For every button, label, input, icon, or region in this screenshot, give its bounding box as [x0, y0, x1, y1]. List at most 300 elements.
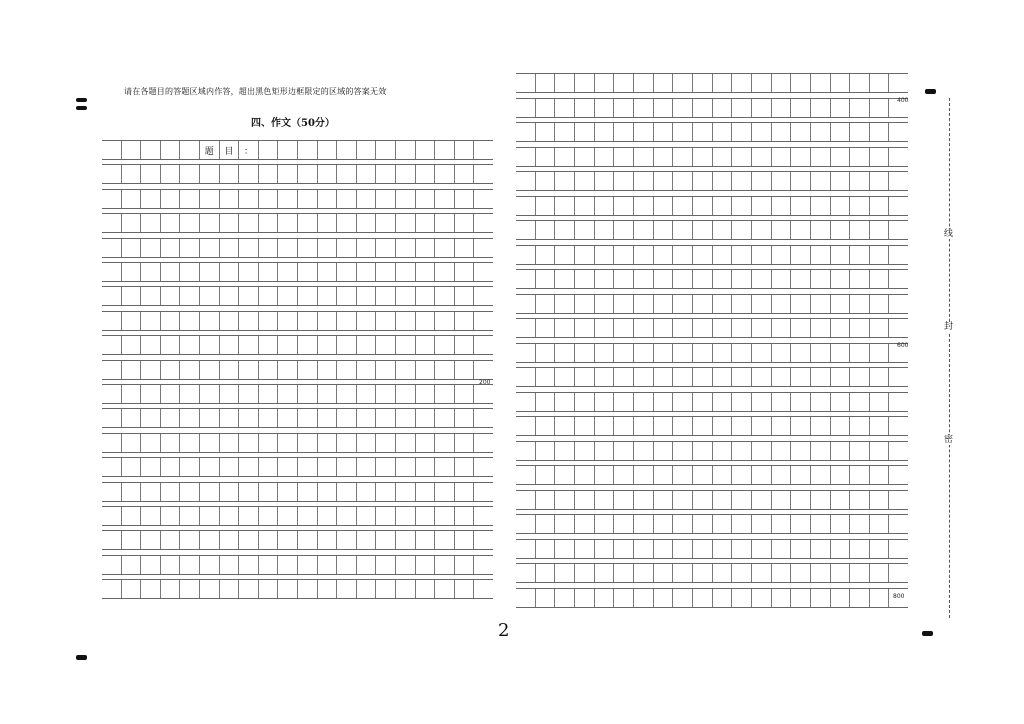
grid-cell[interactable] — [455, 409, 475, 427]
grid-cell[interactable] — [673, 295, 693, 313]
grid-cell[interactable] — [614, 319, 634, 337]
grid-cell[interactable] — [200, 287, 220, 305]
grid-cell[interactable] — [614, 589, 634, 607]
grid-cell[interactable] — [693, 246, 713, 264]
grid-cell[interactable] — [161, 336, 181, 354]
grid-cell[interactable] — [318, 434, 338, 452]
grid-cell[interactable] — [416, 141, 436, 159]
grid-cell[interactable] — [595, 172, 615, 190]
grid-cell[interactable] — [239, 263, 259, 281]
grid-cell[interactable] — [811, 295, 831, 313]
grid-cell[interactable] — [180, 556, 200, 574]
grid-cell[interactable] — [259, 214, 279, 232]
grid-cell[interactable] — [536, 466, 556, 484]
grid-cell[interactable] — [141, 214, 161, 232]
grid-cell[interactable] — [791, 295, 811, 313]
grid-cell[interactable] — [732, 393, 752, 411]
grid-cell[interactable] — [516, 515, 536, 533]
grid-cell[interactable] — [889, 540, 908, 558]
grid-cell[interactable] — [102, 312, 122, 330]
grid-cell[interactable] — [811, 564, 831, 582]
grid-cell[interactable] — [337, 458, 357, 476]
grid-cell[interactable] — [200, 312, 220, 330]
grid-cell[interactable] — [180, 336, 200, 354]
grid-cell[interactable] — [870, 74, 890, 92]
grid-cell[interactable] — [102, 239, 122, 257]
grid-cell[interactable] — [474, 141, 493, 159]
grid-cell[interactable] — [220, 483, 240, 501]
grid-cell[interactable] — [713, 466, 733, 484]
grid-cell[interactable] — [239, 385, 259, 403]
grid-cell[interactable] — [634, 368, 654, 386]
grid-cell[interactable] — [614, 172, 634, 190]
grid-cell[interactable] — [654, 197, 674, 215]
grid-cell[interactable] — [536, 99, 556, 117]
grid-cell[interactable] — [772, 270, 792, 288]
grid-cell[interactable] — [555, 491, 575, 509]
grid-cell[interactable] — [752, 197, 772, 215]
grid-cell[interactable] — [122, 507, 142, 525]
grid-cell[interactable] — [141, 458, 161, 476]
grid-cell[interactable] — [614, 515, 634, 533]
grid-cell[interactable] — [831, 515, 851, 533]
grid-cell[interactable] — [161, 165, 181, 183]
grid-cell[interactable] — [122, 434, 142, 452]
grid-cell[interactable] — [298, 434, 318, 452]
grid-cell[interactable] — [435, 214, 455, 232]
grid-cell[interactable] — [595, 319, 615, 337]
grid-cell[interactable] — [455, 361, 475, 379]
grid-cell[interactable] — [474, 336, 493, 354]
grid-cell[interactable] — [435, 287, 455, 305]
grid-cell[interactable] — [161, 312, 181, 330]
grid-cell[interactable] — [575, 221, 595, 239]
grid-cell[interactable] — [180, 312, 200, 330]
grid-cell[interactable] — [141, 483, 161, 501]
grid-cell[interactable] — [791, 417, 811, 435]
grid-cell[interactable] — [752, 540, 772, 558]
grid-cell[interactable] — [614, 344, 634, 362]
grid-cell[interactable] — [555, 221, 575, 239]
grid-cell[interactable] — [693, 491, 713, 509]
grid-cell[interactable] — [416, 312, 436, 330]
grid-cell[interactable] — [595, 540, 615, 558]
grid-cell[interactable] — [102, 361, 122, 379]
grid-cell[interactable] — [318, 361, 338, 379]
grid-cell[interactable] — [376, 556, 396, 574]
grid-cell[interactable] — [337, 190, 357, 208]
grid-cell[interactable] — [732, 246, 752, 264]
grid-cell[interactable] — [259, 336, 279, 354]
grid-cell[interactable] — [575, 197, 595, 215]
grid-cell[interactable] — [337, 239, 357, 257]
grid-cell[interactable] — [516, 491, 536, 509]
grid-cell[interactable] — [693, 589, 713, 607]
grid-cell[interactable] — [416, 336, 436, 354]
grid-cell[interactable] — [595, 466, 615, 484]
grid-cell[interactable] — [396, 214, 416, 232]
grid-cell[interactable] — [122, 531, 142, 549]
grid-cell[interactable] — [732, 368, 752, 386]
grid-cell[interactable] — [102, 556, 122, 574]
grid-cell[interactable] — [200, 336, 220, 354]
grid-cell[interactable] — [318, 409, 338, 427]
grid-cell[interactable] — [200, 214, 220, 232]
grid-cell[interactable] — [713, 74, 733, 92]
grid-cell[interactable] — [831, 295, 851, 313]
grid-cell[interactable] — [693, 74, 713, 92]
grid-cell[interactable] — [575, 295, 595, 313]
grid-cell[interactable] — [595, 417, 615, 435]
grid-cell[interactable] — [811, 148, 831, 166]
grid-cell[interactable] — [791, 491, 811, 509]
grid-cell[interactable] — [575, 148, 595, 166]
grid-cell[interactable] — [811, 589, 831, 607]
grid-cell[interactable] — [102, 287, 122, 305]
grid-cell[interactable] — [850, 442, 870, 460]
grid-cell[interactable] — [772, 295, 792, 313]
grid-cell[interactable] — [889, 564, 908, 582]
grid-cell[interactable] — [772, 74, 792, 92]
grid-cell[interactable] — [614, 540, 634, 558]
grid-cell[interactable] — [791, 442, 811, 460]
grid-cell[interactable] — [122, 385, 142, 403]
grid-cell[interactable] — [811, 344, 831, 362]
grid-cell[interactable] — [396, 507, 416, 525]
grid-cell[interactable] — [474, 312, 493, 330]
grid-cell[interactable] — [732, 148, 752, 166]
grid-cell[interactable] — [654, 442, 674, 460]
grid-cell[interactable] — [376, 165, 396, 183]
grid-cell[interactable] — [141, 556, 161, 574]
grid-cell[interactable] — [396, 580, 416, 598]
grid-cell[interactable] — [889, 246, 908, 264]
grid-cell[interactable] — [416, 483, 436, 501]
grid-cell[interactable] — [732, 491, 752, 509]
grid-cell[interactable] — [180, 190, 200, 208]
grid-cell[interactable] — [811, 442, 831, 460]
grid-cell[interactable] — [831, 564, 851, 582]
grid-cell[interactable] — [318, 336, 338, 354]
grid-cell[interactable] — [416, 190, 436, 208]
grid-cell[interactable] — [259, 287, 279, 305]
grid-cell[interactable] — [220, 361, 240, 379]
grid-cell[interactable] — [161, 434, 181, 452]
grid-cell[interactable] — [713, 295, 733, 313]
grid-cell[interactable] — [831, 393, 851, 411]
grid-cell[interactable] — [396, 336, 416, 354]
grid-cell[interactable] — [259, 190, 279, 208]
grid-cell[interactable] — [122, 214, 142, 232]
grid-cell[interactable] — [180, 434, 200, 452]
grid-cell[interactable] — [870, 540, 890, 558]
grid-cell[interactable] — [298, 507, 318, 525]
grid-cell[interactable] — [693, 197, 713, 215]
grid-cell[interactable] — [870, 172, 890, 190]
grid-cell[interactable] — [791, 123, 811, 141]
grid-cell[interactable] — [416, 507, 436, 525]
grid-cell[interactable] — [673, 246, 693, 264]
grid-cell[interactable] — [811, 123, 831, 141]
grid-cell[interactable] — [575, 393, 595, 411]
grid-cell[interactable] — [259, 483, 279, 501]
grid-cell[interactable] — [318, 531, 338, 549]
grid-cell[interactable] — [200, 483, 220, 501]
grid-cell[interactable] — [416, 409, 436, 427]
grid-cell[interactable] — [455, 336, 475, 354]
grid-cell[interactable] — [200, 580, 220, 598]
grid-cell[interactable] — [595, 295, 615, 313]
grid-cell[interactable] — [732, 515, 752, 533]
grid-cell[interactable] — [435, 312, 455, 330]
grid-cell[interactable] — [713, 197, 733, 215]
grid-cell[interactable] — [595, 393, 615, 411]
grid-cell[interactable] — [673, 344, 693, 362]
grid-cell[interactable] — [732, 319, 752, 337]
grid-cell[interactable] — [850, 172, 870, 190]
grid-cell[interactable] — [161, 141, 181, 159]
grid-cell[interactable] — [455, 434, 475, 452]
grid-cell[interactable] — [595, 123, 615, 141]
grid-cell[interactable] — [376, 312, 396, 330]
grid-cell[interactable] — [180, 580, 200, 598]
grid-cell[interactable] — [298, 361, 318, 379]
grid-cell[interactable] — [474, 361, 493, 379]
grid-cell[interactable] — [654, 99, 674, 117]
grid-cell[interactable] — [435, 580, 455, 598]
grid-cell[interactable] — [516, 99, 536, 117]
grid-cell[interactable] — [595, 515, 615, 533]
grid-cell[interactable] — [416, 531, 436, 549]
grid-cell[interactable] — [713, 589, 733, 607]
grid-cell[interactable] — [595, 442, 615, 460]
grid-cell[interactable] — [278, 361, 298, 379]
grid-cell[interactable] — [850, 466, 870, 484]
grid-cell[interactable] — [693, 515, 713, 533]
grid-cell[interactable] — [555, 123, 575, 141]
grid-cell[interactable] — [516, 246, 536, 264]
grid-cell[interactable] — [673, 491, 693, 509]
grid-cell[interactable] — [673, 417, 693, 435]
grid-cell[interactable] — [516, 295, 536, 313]
grid-cell[interactable] — [555, 417, 575, 435]
grid-cell[interactable] — [220, 263, 240, 281]
grid-cell[interactable] — [278, 409, 298, 427]
grid-cell[interactable] — [555, 270, 575, 288]
grid-cell[interactable] — [555, 148, 575, 166]
grid-cell[interactable] — [141, 165, 161, 183]
grid-cell[interactable] — [752, 99, 772, 117]
grid-cell[interactable] — [220, 336, 240, 354]
grid-cell[interactable] — [516, 417, 536, 435]
grid-cell[interactable] — [654, 540, 674, 558]
grid-cell[interactable] — [318, 214, 338, 232]
grid-cell[interactable] — [435, 409, 455, 427]
grid-cell[interactable] — [732, 540, 752, 558]
grid-cell[interactable] — [161, 239, 181, 257]
grid-cell[interactable] — [200, 507, 220, 525]
grid-cell[interactable] — [831, 417, 851, 435]
grid-cell[interactable] — [200, 458, 220, 476]
grid-cell[interactable] — [732, 344, 752, 362]
grid-cell[interactable] — [278, 312, 298, 330]
grid-cell[interactable] — [102, 483, 122, 501]
grid-cell[interactable] — [870, 368, 890, 386]
grid-cell[interactable] — [416, 556, 436, 574]
grid-cell[interactable] — [575, 442, 595, 460]
grid-cell[interactable] — [752, 74, 772, 92]
grid-cell[interactable] — [536, 393, 556, 411]
grid-cell[interactable] — [614, 564, 634, 582]
grid-cell[interactable] — [141, 190, 161, 208]
grid-cell[interactable] — [455, 556, 475, 574]
grid-cell[interactable] — [654, 123, 674, 141]
grid-cell[interactable] — [357, 361, 377, 379]
grid-cell[interactable] — [536, 270, 556, 288]
grid-cell[interactable] — [416, 239, 436, 257]
grid-cell[interactable] — [654, 246, 674, 264]
grid-cell[interactable] — [654, 368, 674, 386]
grid-cell[interactable] — [889, 417, 908, 435]
grid-cell[interactable] — [122, 239, 142, 257]
grid-cell[interactable] — [850, 393, 870, 411]
grid-cell[interactable] — [357, 336, 377, 354]
grid-cell[interactable] — [318, 556, 338, 574]
grid-cell[interactable] — [122, 141, 142, 159]
grid-cell[interactable] — [752, 466, 772, 484]
grid-cell[interactable] — [575, 564, 595, 582]
grid-cell[interactable] — [752, 123, 772, 141]
grid-cell[interactable] — [259, 239, 279, 257]
grid-cell[interactable] — [752, 172, 772, 190]
grid-cell[interactable] — [870, 564, 890, 582]
grid-cell[interactable] — [376, 409, 396, 427]
grid-cell[interactable] — [536, 319, 556, 337]
grid-cell[interactable] — [889, 172, 908, 190]
grid-cell[interactable] — [673, 515, 693, 533]
grid-cell[interactable] — [239, 239, 259, 257]
grid-cell[interactable] — [595, 564, 615, 582]
grid-cell[interactable] — [555, 197, 575, 215]
grid-cell[interactable] — [555, 74, 575, 92]
grid-cell[interactable] — [555, 99, 575, 117]
grid-cell[interactable] — [278, 556, 298, 574]
grid-cell[interactable] — [536, 295, 556, 313]
grid-cell[interactable] — [811, 368, 831, 386]
grid-cell[interactable] — [634, 295, 654, 313]
grid-cell[interactable] — [595, 74, 615, 92]
grid-cell[interactable] — [376, 580, 396, 598]
grid-cell[interactable] — [713, 564, 733, 582]
grid-cell[interactable] — [474, 385, 493, 403]
grid-cell[interactable] — [298, 409, 318, 427]
grid-cell[interactable] — [595, 221, 615, 239]
grid-cell[interactable] — [180, 361, 200, 379]
grid-cell[interactable] — [220, 214, 240, 232]
grid-cell[interactable] — [713, 319, 733, 337]
grid-cell[interactable] — [298, 239, 318, 257]
grid-cell[interactable] — [673, 221, 693, 239]
grid-cell[interactable] — [376, 239, 396, 257]
grid-cell[interactable] — [161, 483, 181, 501]
grid-cell[interactable] — [220, 556, 240, 574]
grid-cell[interactable] — [673, 319, 693, 337]
grid-cell[interactable] — [357, 312, 377, 330]
grid-cell[interactable] — [850, 540, 870, 558]
grid-cell[interactable] — [455, 287, 475, 305]
grid-cell[interactable] — [357, 214, 377, 232]
grid-cell[interactable] — [772, 172, 792, 190]
grid-cell[interactable] — [791, 197, 811, 215]
grid-cell[interactable] — [673, 148, 693, 166]
grid-cell[interactable] — [161, 507, 181, 525]
grid-cell[interactable] — [102, 409, 122, 427]
grid-cell[interactable] — [693, 564, 713, 582]
grid-cell[interactable] — [575, 344, 595, 362]
grid-cell[interactable] — [614, 491, 634, 509]
grid-cell[interactable] — [870, 393, 890, 411]
grid-cell[interactable] — [811, 319, 831, 337]
grid-cell[interactable] — [555, 246, 575, 264]
grid-cell[interactable] — [357, 287, 377, 305]
grid-cell[interactable] — [180, 165, 200, 183]
grid-cell[interactable] — [474, 556, 493, 574]
essay-grid-left[interactable] — [102, 140, 493, 603]
grid-cell[interactable] — [122, 336, 142, 354]
grid-cell[interactable] — [889, 319, 908, 337]
grid-cell[interactable] — [376, 287, 396, 305]
grid-cell[interactable] — [654, 589, 674, 607]
grid-cell[interactable] — [474, 507, 493, 525]
grid-cell[interactable] — [693, 393, 713, 411]
grid-cell[interactable] — [614, 270, 634, 288]
grid-cell[interactable] — [474, 214, 493, 232]
grid-cell[interactable] — [298, 458, 318, 476]
grid-cell[interactable] — [298, 580, 318, 598]
grid-cell[interactable] — [713, 172, 733, 190]
grid-cell[interactable] — [555, 466, 575, 484]
grid-cell[interactable] — [122, 458, 142, 476]
grid-cell[interactable] — [278, 165, 298, 183]
grid-cell[interactable] — [435, 263, 455, 281]
grid-cell[interactable] — [357, 239, 377, 257]
grid-cell[interactable] — [595, 197, 615, 215]
grid-cell[interactable] — [575, 99, 595, 117]
grid-cell[interactable] — [396, 531, 416, 549]
grid-cell[interactable] — [634, 221, 654, 239]
grid-cell[interactable] — [555, 515, 575, 533]
grid-cell[interactable] — [791, 221, 811, 239]
grid-cell[interactable] — [376, 385, 396, 403]
grid-cell[interactable] — [102, 190, 122, 208]
grid-cell[interactable] — [161, 531, 181, 549]
grid-cell[interactable] — [889, 295, 908, 313]
grid-cell[interactable] — [318, 483, 338, 501]
grid-cell[interactable] — [220, 580, 240, 598]
grid-cell[interactable] — [416, 385, 436, 403]
grid-cell[interactable] — [180, 385, 200, 403]
grid-cell[interactable] — [141, 287, 161, 305]
grid-cell[interactable] — [654, 564, 674, 582]
grid-cell[interactable] — [516, 270, 536, 288]
grid-cell[interactable] — [811, 74, 831, 92]
grid-cell[interactable] — [337, 483, 357, 501]
grid-cell[interactable] — [180, 214, 200, 232]
grid-cell[interactable] — [200, 409, 220, 427]
grid-cell[interactable] — [752, 393, 772, 411]
grid-cell[interactable] — [259, 434, 279, 452]
grid-cell[interactable] — [102, 458, 122, 476]
